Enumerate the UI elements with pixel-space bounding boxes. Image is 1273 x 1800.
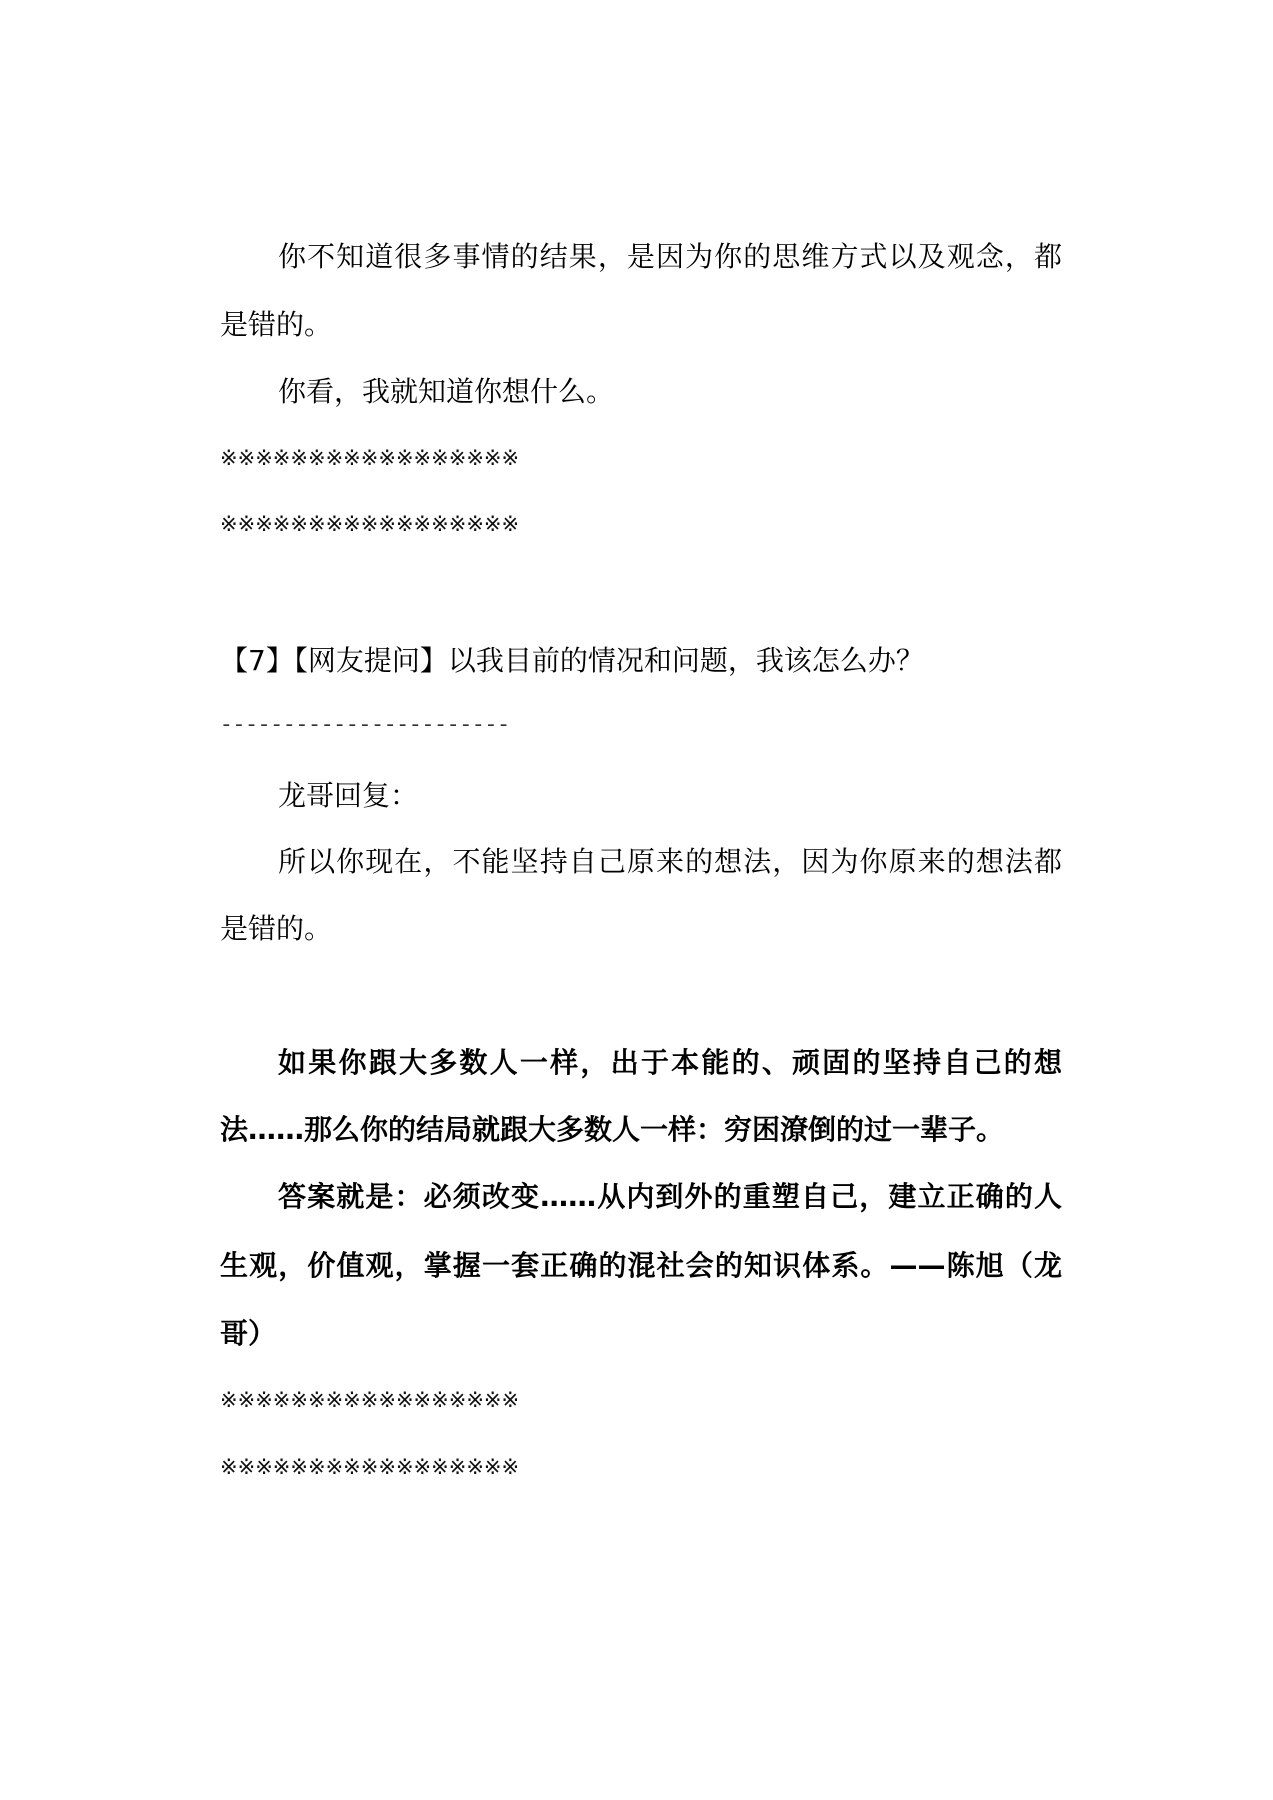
reply-line-1: 所以你现在，不能坚持自己原来的想法，因为你原来的想法都 xyxy=(278,845,1062,878)
separator-stars-3: ※※※※※※※※※※※※※※※※※ xyxy=(220,1388,520,1412)
separator-stars-1: ※※※※※※※※※※※※※※※※※ xyxy=(220,446,520,470)
emphasis-2-line-3: 哥） xyxy=(220,1317,277,1350)
intro-paragraph-1-line-2: 是错的。 xyxy=(220,308,333,341)
separator-stars-4: ※※※※※※※※※※※※※※※※※ xyxy=(220,1455,520,1479)
emphasis-1-line-1: 如果你跟大多数人一样，出于本能的、顽固的坚持自己的想 xyxy=(278,1046,1062,1079)
emphasis-2-line-1: 答案就是：必须改变……从内到外的重塑自己，建立正确的人 xyxy=(278,1180,1062,1213)
reply-label: 龙哥回复： xyxy=(278,779,419,812)
reply-line-2: 是错的。 xyxy=(220,912,333,945)
emphasis-1-line-2: 法……那么你的结局就跟大多数人一样：穷困潦倒的过一辈子。 xyxy=(220,1113,1005,1146)
intro-paragraph-1-line-1: 你不知道很多事情的结果，是因为你的思维方式以及观念，都 xyxy=(278,240,1062,273)
question-divider: ----------------------- xyxy=(220,715,510,738)
emphasis-2-line-2: 生观，价值观，掌握一套正确的混社会的知识体系。——陈旭（龙 xyxy=(220,1249,1062,1282)
separator-stars-2: ※※※※※※※※※※※※※※※※※ xyxy=(220,512,520,536)
intro-paragraph-2-line-1: 你看，我就知道你想什么。 xyxy=(278,375,615,408)
question-title: 【7】【网友提问】以我目前的情况和问题，我该怎么办？ xyxy=(220,644,924,677)
